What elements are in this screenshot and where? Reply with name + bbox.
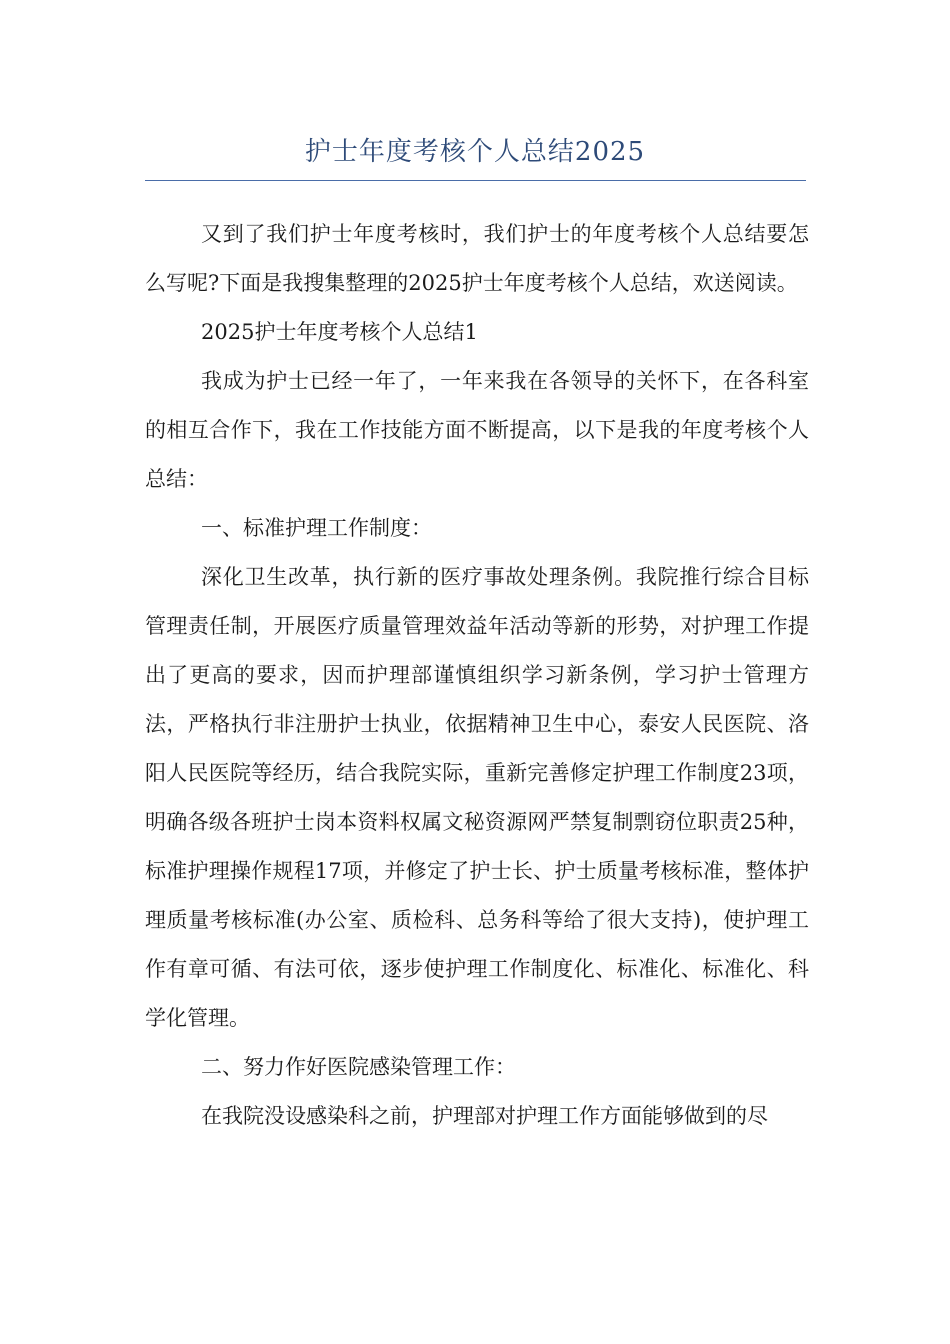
section-heading-summary-1: 2025护士年度考核个人总结1 — [201, 320, 478, 344]
paragraph-summary-opening: 我成为护士已经一年了，一年来我在各领导的关怀下，在各科室的相互合作下，我在工作技能方面不断提高，以下是我的年度考核个人总结： — [145, 369, 809, 491]
paragraph-intro: 又到了我们护士年度考核时，我们护士的年度考核个人总结要怎么写呢?下面是我搜集整理的2025护士年度考核个人总结，欢送阅读。 — [145, 222, 809, 295]
document-title: 护士年度考核个人总结2025 — [304, 137, 646, 167]
paragraph-section-1: 深化卫生改革，执行新的医疗事故处理条例。我院推行综合目标管理责任制，开展医疗质量管理效益年活动等新的形势，对护理工作提出了更高的要求，因而护理部谨慎组织学习新条例，学习护士管理方法，严格执行非注册护士执业，依据精神卫生中心，泰安人民医院、洛阳人民医院等经历，结合我院实际，重新完善修定护理工作制度23项，明确各级各班护士岗本资料权属文秘资源网严禁复制剽窃位职责25种，标准护理操作规程17项，并修定了护士长、护士质量考核标准，整体护理质量考核标准(办公室、质检科、总务科等给了很大支持)，使护理工作有章可循、有法可依，逐步使护理工作制度化、标准化、标准化、科学化管理。 — [145, 565, 809, 1030]
section-heading-2: 二、努力作好医院感染管理工作： — [201, 1055, 516, 1079]
paragraph-section-2: 在我院没设感染科之前，护理部对护理工作方面能够做到的尽 — [201, 1104, 768, 1128]
section-heading-1: 一、标准护理工作制度： — [201, 516, 432, 540]
title-underline — [145, 180, 806, 181]
document-body — [145, 210, 809, 1141]
